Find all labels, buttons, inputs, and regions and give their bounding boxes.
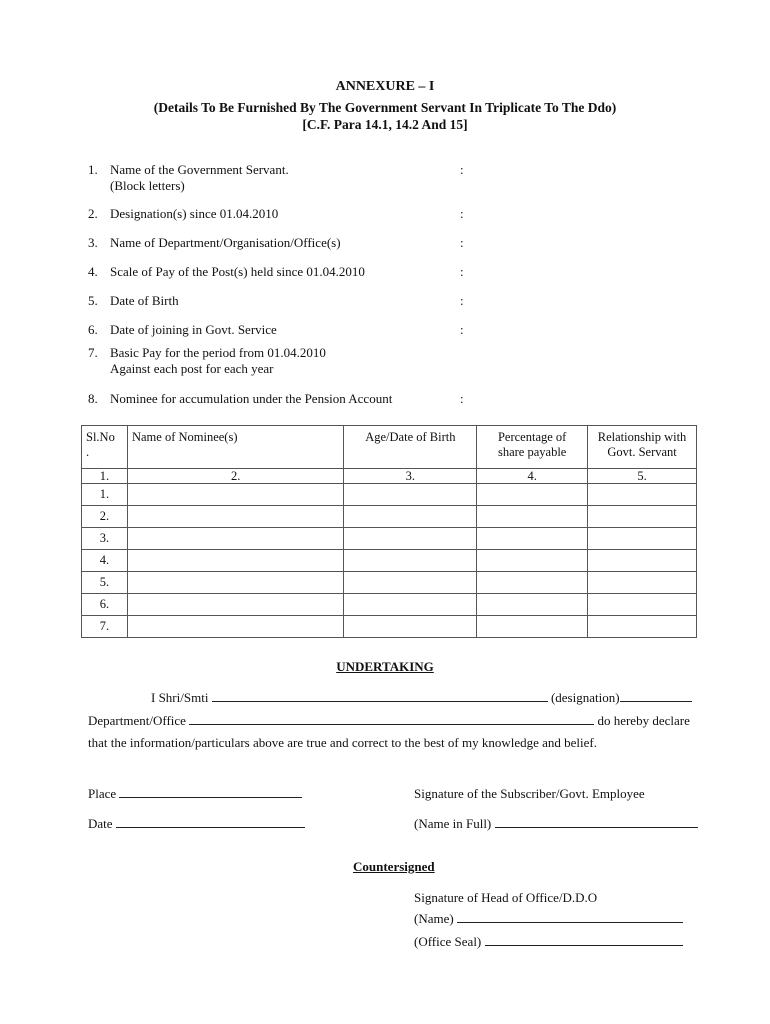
place-line — [88, 786, 302, 802]
header-percentage: Percentage of share payable — [477, 426, 588, 469]
age-cell[interactable] — [344, 528, 477, 550]
declare-text: do hereby declare — [597, 713, 690, 728]
declaration-text: that the information/particulars above are true and correct to the best of my knowledge and belief. — [88, 735, 597, 750]
designation-blank[interactable] — [620, 690, 692, 702]
countersigned-heading: Countersigned — [353, 859, 435, 874]
percentage-cell[interactable] — [477, 484, 588, 506]
table-row — [82, 550, 697, 572]
nominee-table — [81, 425, 697, 638]
office-seal-label: (Office Seal) — [414, 934, 482, 949]
column-index: 2. — [127, 469, 344, 484]
field-label: Name of Department/Organisation/Office(s) — [110, 235, 341, 250]
age-cell[interactable] — [344, 506, 477, 528]
undertaking-heading: UNDERTAKING — [336, 659, 434, 674]
field-number: 2. — [88, 206, 98, 221]
age-cell[interactable] — [344, 484, 477, 506]
row-number: 3. — [82, 528, 128, 550]
age-cell[interactable] — [344, 616, 477, 638]
office-seal-blank[interactable] — [485, 934, 683, 946]
field-number: 4. — [88, 264, 98, 279]
field-label: Scale of Pay of the Post(s) held since 01.04.2010 — [110, 264, 365, 279]
row-number: 5. — [82, 572, 128, 594]
head-of-office-signature-label: Signature of Head of Office/D.D.O — [414, 890, 598, 905]
relationship-cell[interactable] — [588, 528, 697, 550]
age-cell[interactable] — [344, 594, 477, 616]
table-row — [82, 506, 697, 528]
date-line — [88, 816, 305, 832]
table-row — [82, 572, 697, 594]
subscriber-signature-label: Signature of the Subscriber/Govt. Employee — [414, 786, 645, 801]
nominee-name-cell[interactable] — [127, 550, 344, 572]
header-nominee-name: Name of Nominee(s) — [127, 426, 344, 469]
date-label: Date — [88, 816, 113, 831]
field-label: Date of joining in Govt. Service — [110, 322, 277, 337]
field-3 — [88, 235, 341, 251]
field-number: 7. — [88, 345, 98, 360]
nominee-name-cell[interactable] — [127, 484, 344, 506]
row-number: 2. — [82, 506, 128, 528]
form-title: ANNEXURE – I — [335, 79, 435, 94]
table-row — [82, 616, 697, 638]
field-colon: : — [460, 293, 464, 308]
name-in-full-label: (Name in Full) — [414, 816, 492, 831]
percentage-cell[interactable] — [477, 594, 588, 616]
header-age: Age/Date of Birth — [344, 426, 477, 469]
nominee-name-cell[interactable] — [127, 594, 344, 616]
field-colon: : — [460, 322, 464, 337]
office-seal-line — [414, 934, 683, 950]
designation-label: (designation) — [550, 690, 620, 705]
nominee-name-cell[interactable] — [127, 572, 344, 594]
nominee-name-cell[interactable] — [127, 528, 344, 550]
place-blank[interactable] — [119, 786, 302, 798]
field-4 — [88, 264, 365, 280]
column-index: 5. — [588, 469, 697, 484]
field-number: 1. — [88, 162, 98, 177]
field-number: 5. — [88, 293, 98, 308]
place-label: Place — [88, 786, 117, 801]
field-8 — [88, 391, 392, 407]
field-colon: : — [460, 162, 464, 177]
field-1 — [88, 162, 289, 178]
age-cell[interactable] — [344, 550, 477, 572]
ddo-name-blank[interactable] — [457, 911, 683, 923]
relationship-cell[interactable] — [588, 506, 697, 528]
row-number: 4. — [82, 550, 128, 572]
field-1-sub: (Block letters) — [110, 178, 185, 193]
department-label: Department/Office — [88, 713, 186, 728]
ddo-name-label: (Name) — [414, 911, 454, 926]
age-cell[interactable] — [344, 572, 477, 594]
department-blank[interactable] — [189, 713, 594, 725]
field-colon: : — [460, 391, 464, 406]
name-blank[interactable] — [212, 690, 548, 702]
percentage-cell[interactable] — [477, 506, 588, 528]
form-subtitle: (Details To Be Furnished By The Government Servant In Triplicate To The Ddo) — [153, 100, 617, 115]
header-relationship: Relationship with Govt. Servant — [588, 426, 697, 469]
table-index-row — [82, 469, 697, 484]
date-blank[interactable] — [116, 816, 305, 828]
relationship-cell[interactable] — [588, 550, 697, 572]
column-index: 1. — [82, 469, 128, 484]
nominee-name-cell[interactable] — [127, 616, 344, 638]
nominee-name-cell[interactable] — [127, 506, 344, 528]
ddo-name-line — [414, 911, 683, 927]
field-colon: : — [460, 206, 464, 221]
percentage-cell[interactable] — [477, 616, 588, 638]
column-index: 4. — [477, 469, 588, 484]
row-number: 6. — [82, 594, 128, 616]
field-label: Date of Birth — [110, 293, 179, 308]
field-colon: : — [460, 264, 464, 279]
table-row — [82, 484, 697, 506]
table-row — [82, 528, 697, 550]
relationship-cell[interactable] — [588, 594, 697, 616]
field-number: 8. — [88, 391, 98, 406]
row-number: 1. — [82, 484, 128, 506]
row-number: 7. — [82, 616, 128, 638]
field-label: Designation(s) since 01.04.2010 — [110, 206, 279, 221]
relationship-cell[interactable] — [588, 572, 697, 594]
percentage-cell[interactable] — [477, 572, 588, 594]
undertaking-line-2 — [88, 713, 690, 729]
field-5 — [88, 293, 179, 309]
relationship-cell[interactable] — [588, 616, 697, 638]
name-in-full-blank[interactable] — [495, 816, 698, 828]
relationship-cell[interactable] — [588, 484, 697, 506]
field-label: Basic Pay for the period from 01.04.2010 — [110, 345, 326, 360]
field-number: 6. — [88, 322, 98, 337]
table-row — [82, 594, 697, 616]
table-header-row — [82, 426, 697, 469]
percentage-cell[interactable] — [477, 550, 588, 572]
field-label: Nominee for accumulation under the Pension Account — [110, 391, 393, 406]
field-2 — [88, 206, 278, 222]
header-slno: Sl.No . — [82, 426, 128, 469]
field-label: Name of the Government Servant. — [110, 162, 289, 177]
field-colon: : — [460, 235, 464, 250]
field-number: 3. — [88, 235, 98, 250]
field-7 — [88, 345, 326, 361]
column-index: 3. — [344, 469, 477, 484]
field-7-sub: Against each post for each year — [110, 361, 274, 376]
field-6 — [88, 322, 277, 338]
name-in-full-line — [414, 816, 698, 832]
undertaking-line-1 — [151, 690, 692, 706]
shri-smti-label: I Shri/Smti — [151, 690, 209, 705]
percentage-cell[interactable] — [477, 528, 588, 550]
form-reference: [C.F. Para 14.1, 14.2 And 15] — [302, 117, 468, 132]
